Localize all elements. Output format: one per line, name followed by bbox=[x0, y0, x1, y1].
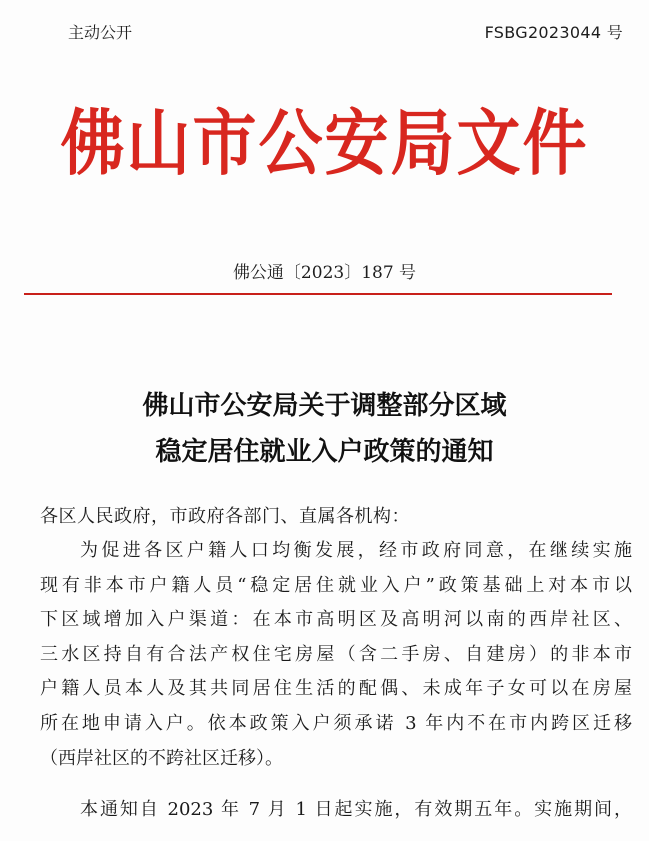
paragraph-line: 下区域增加入户渠道：在本市高明区及高明河以南的西岸社区、 bbox=[40, 609, 632, 631]
document-code: FSBG2023044 号 bbox=[484, 22, 623, 42]
paragraph-line: 所在地申请入户。依本政策入户须承诺 3 年内不在市内跨区迁移 bbox=[40, 712, 632, 734]
paragraph-line: （西岸社区的不跨社区迁移）。 bbox=[40, 747, 283, 769]
body-paragraph-2 bbox=[40, 793, 632, 828]
red-divider-line bbox=[24, 293, 612, 295]
paragraph-line: 户籍人员本人及其共同居住生活的配偶、未成年子女可以在房屋 bbox=[40, 678, 632, 700]
paragraph-line: 为促进各区户籍人口均衡发展，经市政府同意，在继续实施 bbox=[80, 540, 632, 561]
document-meta-row bbox=[68, 18, 623, 44]
notice-title-line-2: 稳定居住就业入户政策的通知 bbox=[155, 437, 494, 467]
document-number: 佛公通〔2023〕187 号 bbox=[232, 263, 417, 283]
red-masthead-title: 佛山市公安局文件 bbox=[60, 103, 589, 187]
notice-title-line-1: 佛山市公安局关于调整部分区域 bbox=[142, 391, 507, 421]
body-paragraph-1 bbox=[40, 534, 632, 776]
paragraph-line: 三水区持自有合法产权住宅房屋（含二手房、自建房）的非本市 bbox=[40, 643, 632, 665]
notice-title bbox=[0, 383, 649, 475]
salutation: 各区人民政府，市政府各部门、直属各机构： bbox=[40, 506, 410, 527]
paragraph-line: 现有非本市户籍人员“稳定居住就业入户”政策基础上对本市以 bbox=[40, 574, 632, 596]
paragraph-line: 本通知自 2023 年 7 月 1 日起实施，有效期五年。实施期间， bbox=[80, 799, 632, 820]
disclosure-label: 主动公开 bbox=[68, 22, 133, 42]
